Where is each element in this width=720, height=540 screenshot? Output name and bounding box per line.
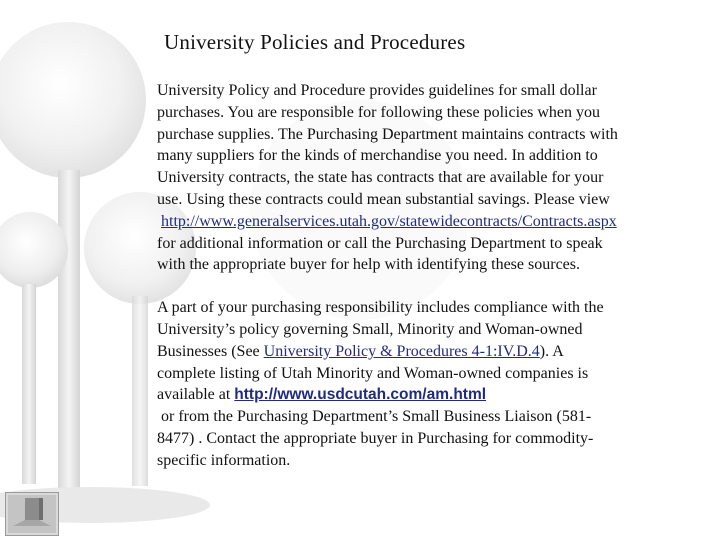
- body-text: ). A: [539, 342, 564, 360]
- statewide-contracts-link[interactable]: http://www.generalservices.utah.gov/statewidecontracts/Contracts.aspx: [161, 212, 617, 230]
- body-line: specific information.: [157, 451, 291, 469]
- body-line: 8477) . Contact the appropriate buyer in Purchasing for commodity-: [157, 429, 594, 447]
- paragraph-small-business: [157, 297, 697, 471]
- body-line: [157, 211, 697, 233]
- body-line: [157, 384, 697, 406]
- body-line: use. Using these contracts could mean substantial savings. Please view: [157, 190, 610, 208]
- body-line: with the appropriate buyer for help with identifying these sources.: [157, 256, 580, 274]
- body-line: [157, 341, 697, 363]
- body-line: A part of your purchasing responsibility includes compliance with the: [157, 299, 604, 317]
- body-line: University’s policy governing Small, Minority and Woman-owned: [157, 320, 583, 338]
- university-policy-link[interactable]: University Policy & Procedures 4-1:IV.D.4: [263, 342, 540, 360]
- slide-title: University Policies and Procedures: [164, 30, 466, 54]
- body-line: complete listing of Utah Minority and Woman-owned companies is: [157, 364, 589, 382]
- minority-companies-link[interactable]: http://www.usdcutah.com/am.html: [234, 386, 487, 404]
- body-text: available at: [157, 386, 235, 404]
- body-line: for additional information or call the Purchasing Department to speak: [157, 234, 603, 252]
- paragraph-contracts: [157, 80, 697, 276]
- body-line: purchase supplies. The Purchasing Department maintains contracts with: [157, 125, 618, 143]
- body-line: University contracts, the state has contracts that are available for your: [157, 169, 604, 187]
- body-line: purchases. You are responsible for following these policies when you: [157, 103, 601, 121]
- body-line: many suppliers for the kinds of merchandise you need. In addition to: [157, 147, 598, 165]
- body-line: or from the Purchasing Department’s Small Business Liaison (581-: [161, 408, 592, 426]
- body-text: Businesses (See: [157, 342, 264, 360]
- body-line: University Policy and Procedure provides guidelines for small dollar: [157, 82, 597, 99]
- slide-body: [157, 80, 697, 472]
- presentation-nav-icon[interactable]: [5, 492, 59, 536]
